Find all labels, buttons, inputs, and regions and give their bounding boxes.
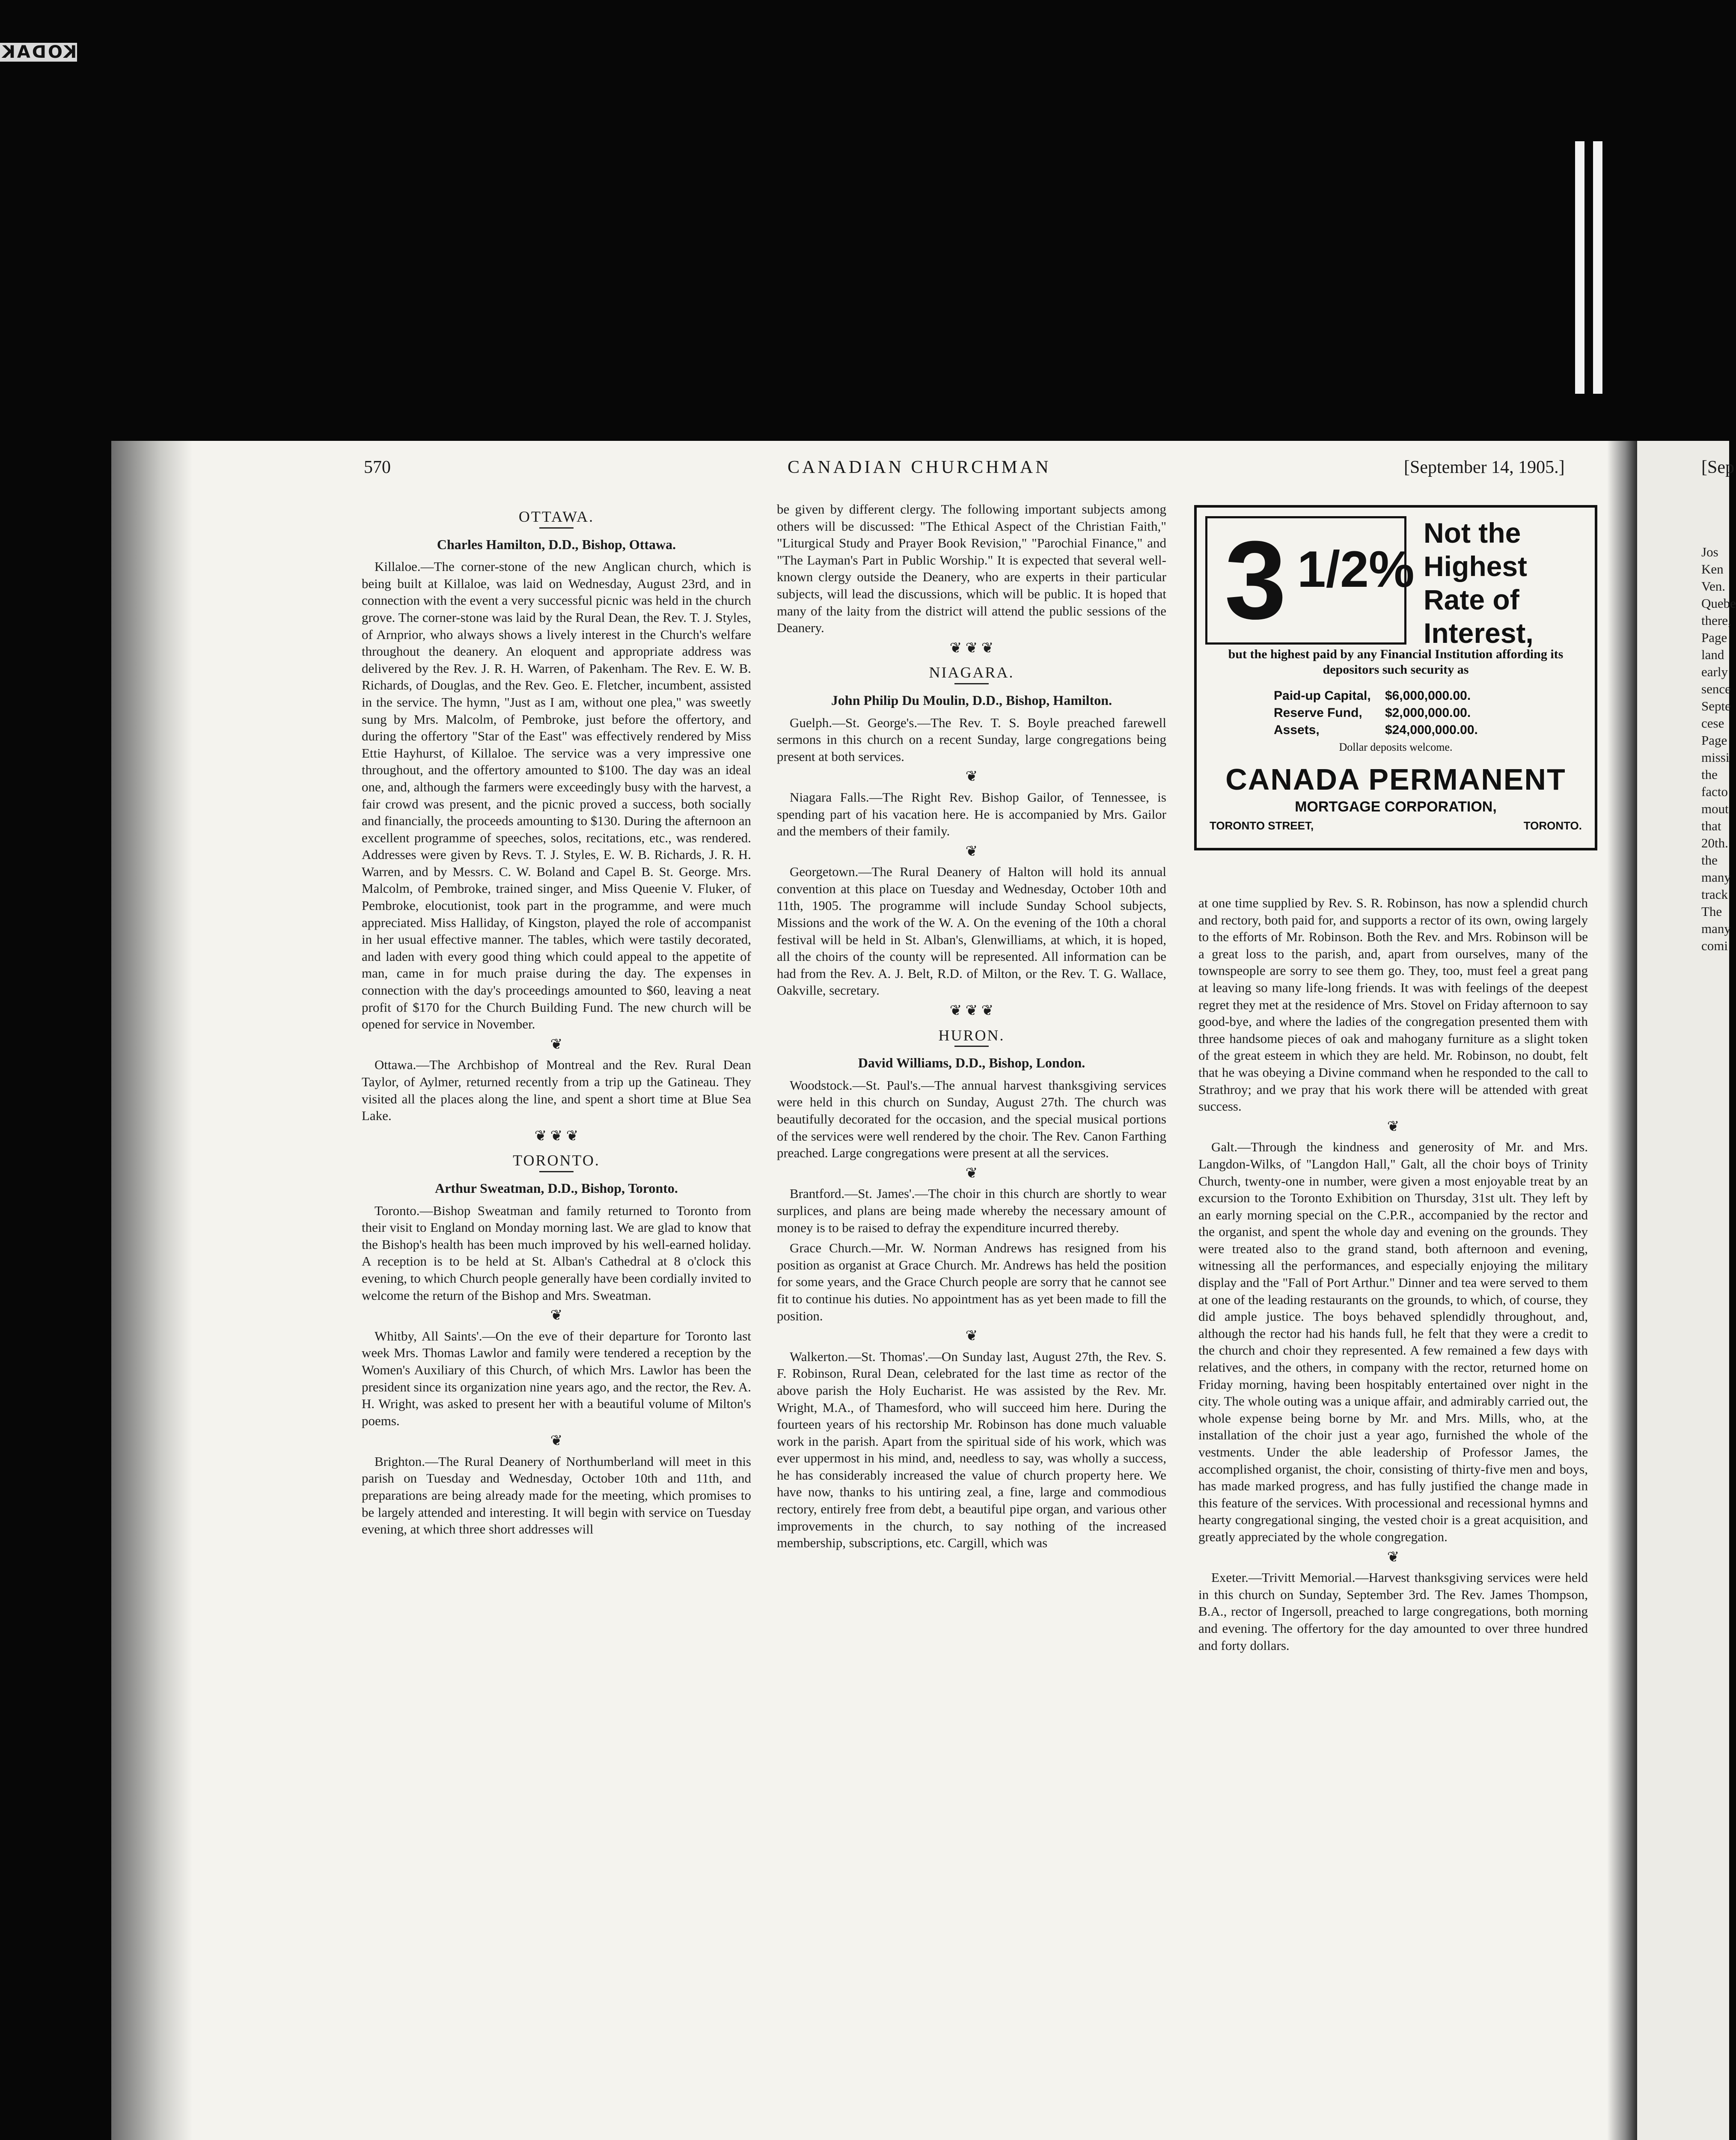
article-paragraph: at one time supplied by Rev. S. R. Robinson, has now a splendid church and rectory, both paid for, and supports a rector of its own, owing largely to the efforts of Mr. Robinson. Both the Rev. and Mrs. Robinson will be a great loss to the parish, and, apart from ourselves, many of the townspeople are sorry to see them go. They, too, must feel a great pang at leaving so many life-long friends. It was with feelings of the deepest regret they met at the residence of Mrs. Stovel on Friday afternoon to say good-bye, and where the ladies of the congregation presented them with three handsome pieces of oak and mahogany furniture as a slight token of the great esteem in which they are held. Mr. Robinson, no doubt, felt that he was obeying a Divine command when he responded to the call to Strathroy; and we pray that his work there will be attended with great success. [1198,895,1588,1114]
article-paragraph: Grace Church.—Mr. W. Norman Andrews has resigned from his position as organist at Grace Church. Mr. Andrews has held the position for some years, and the Grace Church people are sorry that he cannot see fit to continue his duties. No appointment has as yet been made to fill the position. [777,1240,1166,1323]
next-page-line: the [1701,767,1718,782]
article-paragraph: Galt.—Through the kindness and generosity of Mr. and Mrs. Langdon-Wilks, of "Langdon Hall," Galt, all the choir boys of Trinity Church, twenty-one in number, were given a most enjoyable treat by an excursion to the Toronto Exhibition on Thursday, 31st ult. They left by an early morning special on the C.P.R., accompanied by the rector and the organist, and spent the whole day and evening on the grounds. They were treated also to the grand stand, both afternoon and evening, witnessing all the performances, and especially enjoying the military display and the "Fall of Port Arthur." Dinner and tea were served to them at one of the leading restaurants on the grounds, to which, of course, they did ample justice. The boys behaved splendidly throughout, and, although the rector had his hands full, he felt that they were a credit to the church and choir they represented. A few remained a few days with relatives, and the others, in company with the rector, returned home on Friday morning, having been hospitably entertained over night in the city. The whole outing was a unique affair, and admirably carried out, the whole expense being borne by Mr. and Mrs. Mills, who, at the installation of the choir just a year ago, furnished the whole of the vestments. Under the able leadership of Professor James, the accomplished organist, the choir, consisting of thirty-five men and boys, has made marked progress, and has fully justified the change made in this feature of the services. With processional and recessional hymns and hearty congregational singing, the vested choir is a great acquisition, and greatly appreciated by the whole congregation. [1198,1139,1588,1544]
bishop-line: David Williams, D.D., Bishop, London. [858,1055,1085,1071]
column-2 [777,501,1166,1555]
heading-rule [954,1046,989,1047]
next-page-line: sence [1701,681,1731,696]
article-paragraph: Whitby, All Saints'.—On the eve of their departure for Toronto last week Mrs. Thomas Lawlor and family were tendered a reception by the Women's Auxiliary of this Church, of which Mrs. Lawlor has been the president since its organization nine years ago, and the rector, the Rev. A. H. Wright, was asked to present her with a beautiful volume of Milton's poems. [362,1328,751,1428]
ornament-icon: ❦ [1387,1118,1400,1135]
article-paragraph: Ottawa.—The Archbishop of Montreal and the Rev. Rural Dean Taylor, of Aylmer, returned recently from a trip up the Gatineau. They visited all the places along the line, and spent a short time at Blue Sea Lake. [362,1057,751,1124]
article-paragraph: Exeter.—Trivitt Memorial.—Harvest thanksgiving services were held in this church on Sunday, September 3rd. The Rev. James Thompson, B.A., rector of Ingersoll, preached to large congregations, both morning and evening. The offertory for the day amounted to over three hundred and forty dollars. [1198,1570,1588,1653]
next-page-line: comi [1701,938,1728,953]
next-page-lines [1701,544,1736,954]
paid-up-label: Paid-up Capital, [1274,689,1371,703]
article-paragraph: Brighton.—The Rural Deanery of Northumberland will meet in this parish on Tuesday and Wednesday, October 10th and 11th, and preparations are being already made for the meeting, which promises to be largely attended and interesting. It will begin with service on Tuesday evening, at which three short addresses will [362,1453,751,1537]
next-page-line: track [1701,887,1728,902]
next-page-line: Page [1701,630,1727,645]
assets-label: Assets, [1274,723,1320,737]
city-name: TORONTO. [1523,819,1582,832]
next-page-line: The [1701,904,1722,919]
ornament-icon: ❦ ❦ ❦ [949,640,994,656]
ornament-icon: ❦ [965,1328,978,1344]
article-paragraph: be given by different clergy. The following important subjects among others will be discussed: "The Ethical Aspect of the Christian Faith," "Liturgical Study and Prayer Book Revision," "Parochial Finance," and "The Layman's Part in Public Worship." It is expected that several well-known clergy outside the Deanery, who are experts in their particular subjects, will lead the discussions, which will be public. It is hoped that many of the laity from the district will attend the public sessions of the Deanery. [777,502,1166,636]
article-paragraph: Brantford.—St. James'.—The choir in this church are shortly to wear surplices, and plans are being made whereby the necessary amount of money is to be raised to defray the expenditure incurred thereby. [777,1186,1166,1235]
ad-subline: but the highest paid by any Financial Institution affording its depositors such security as [1228,647,1564,677]
diocese-heading: NIAGARA. [929,664,1014,681]
film-marker-bar [1593,141,1602,394]
next-page-line: there, [1701,613,1731,628]
next-page-line: Septe [1701,698,1731,713]
interest-rate-fraction: 1/2% [1297,541,1415,598]
publication-title: CANADIAN CHURCHMAN [788,458,1051,477]
next-page-line: Page [1701,733,1727,748]
article-paragraph: Woodstock.—St. Paul's.—The annual harvest thanksgiving services were held in this church on Sunday, August 27th. The church was beautifully decorated for the occasion, and the special musical portions of the services were well rendered by the choir. The Rev. Canon Farthing preached. Large congregations were present at all the services. [777,1077,1166,1161]
next-page-line: many [1701,870,1731,885]
company-name: CANADA PERMANENT [1225,763,1566,796]
page-number: 570 [364,458,391,477]
next-page-header: [Sep [1701,458,1734,477]
film-edge-label: KODAK [0,42,77,62]
interest-rate-box [1205,516,1415,645]
paid-up-value: $6,000,000.00. [1385,689,1471,703]
ornament-icon: ❦ [965,843,978,859]
ornament-icon: ❦ [965,1165,978,1181]
next-page-line: missi [1701,750,1730,765]
ornament-icon: ❦ ❦ ❦ [949,1003,994,1019]
next-page-line: 20th. [1701,835,1728,850]
article-paragraph: Toronto.—Bishop Sweatman and family returned to Toronto from their visit to England on Monday morning last. We are glad to know that the Bishop's health has been much improved by his well-earned holiday. A reception is to be held at St. Alban's Cathedral at 8 o'clock this evening, to which Church people generally have been cordially invited to welcome the return of the Bishop and Mrs. Sweatman. [362,1203,751,1303]
company-subtitle: MORTGAGE CORPORATION, [1295,799,1497,815]
article-paragraph: Walkerton.—St. Thomas'.—On Sunday last, August 27th, the Rev. S. F. Robinson, Rural Dean, celebrated for the last time as rector of the above parish the Holy Eucharist. He was assisted by the Rev. Mr. Wright, M.A., of Thamesford, who will succeed him here. During the fourteen years of his rectorship Mr. Robinson has done much valuable work in the parish. Apart from the spiritual side of his work, which was ever uppermost in his mind, and, needless to say, was wholly a success, he has considerably increased the value of church property here. We have now, thanks to his untiring zeal, a fine, large and commodious rectory, entirely free from debt, a beautiful pipe organ, and various other improvements in the church, to say nothing of the increased membership, subscriptions, etc. Cargill, which was [777,1349,1166,1551]
column-3 [1198,895,1588,1657]
next-page-line: cese [1701,716,1724,731]
heading-rule [539,1171,574,1172]
diocese-heading: TORONTO. [513,1152,600,1169]
issue-date: [September 14, 1905.] [1404,458,1565,477]
ornament-icon: ❦ [550,1308,563,1324]
street-name: TORONTO STREET, [1210,819,1314,832]
article-paragraph: Niagara Falls.—The Right Rev. Bishop Gailor, of Tennessee, is spending part of his vacation here. He is accompanied by Mrs. Gailor and the members of their family. [777,789,1166,839]
assets-value: $24,000,000.00. [1385,723,1478,737]
ad-figures [1274,687,1478,739]
page-curl-shadow [111,441,193,2140]
next-page-line: Ken [1701,562,1724,577]
reserve-label: Reserve Fund, [1274,706,1362,720]
ornament-icon: ❦ [550,1036,563,1052]
article-paragraph: Killaloe.—The corner-stone of the new Anglican church, which is being built at Killaloe, was laid on Wednesday, August 23rd, and in connection with the event a very successful picnic was held in the church grove. The corner-stone was laid by the Rural Dean, the Rev. T. J. Styles, of Arnprior, who always shows a lively interest in the Church's welfare throughout the deanery. An eloquent and appropriate address was delivered by the Rev. J. R. H. Warren, of Pakenham. The Rev. E. W. B. Richards, of Douglas, and the Rev. Geo. E. Fletcher, incumbent, assisted in the service. The hymn, "Just as I am, without one plea," was sweetly sung by Mrs. Malcolm, of Pembroke, just before the offertory, and during the offertory "Star of the East" was effectively rendered by Miss Ettie Hayhurst, of Killaloe. The service was a very impressive one throughout, and the offertory amounted to $100. The day was an ideal one, and, although the farmers were exceedingly busy with the harvest, a fair crowd was present, and the picnic proved a success, both socially and financially, the proceeds amounting to $130. During the afternoon an excellent programme of speeches, solos, recitations, etc., was rendered. Addresses were given by Revs. T. J. Styles, E. W. B. Richards, J. R. H. Warren, and by Messrs. C. W. Boland and Capel B. St. George. Mrs. Malcolm, of Pembroke, trained singer, and Miss Queenie V. Fluker, of Pembroke, elocutionist, took part in the programme, and were much appreciated. Miss Halliday, of Kingston, played the role of accompanist in her usual effective manner. The tables, which were tastily decorated, and laden with every good thing which could appeal to the appetite of man, came in for much praise during the day. The expenses in connection with the day's proceedings amounted to $60, leaving a neat profit of $170 for the Church Building Fund. The new church will be opened for service in November. [362,559,751,1032]
column-1 [362,501,751,1541]
bishop-line: John Philip Du Moulin, D.D., Bishop, Hamilton. [831,692,1112,708]
ad-headline: Not the Highest Rate of Interest, [1424,517,1534,649]
heading-rule [954,683,989,684]
ornament-icon: ❦ [965,769,978,785]
heading-rule [539,527,574,529]
next-page-line: mout [1701,801,1729,816]
next-page-line: land [1701,647,1724,662]
bishop-line: Arthur Sweatman, D.D., Bishop, Toronto. [435,1180,678,1196]
ornament-icon: ❦ [550,1433,563,1449]
next-page-line: that [1701,818,1721,833]
next-page-line: Ven. [1701,579,1725,594]
next-page-line: the [1701,853,1718,868]
next-page-line: Quebe [1701,596,1736,611]
diocese-heading: OTTAWA. [518,508,595,525]
page-gutter [1607,441,1637,2140]
next-page-line: many [1701,921,1731,936]
advertisement-box [1194,505,1597,850]
deposit-note: Dollar deposits welcome. [1339,741,1453,753]
article-paragraph: Georgetown.—The Rural Deanery of Halton will hold its annual convention at this place on Tuesday and Wednesday, October 10th and 11th, 1905. The programme will include Sunday School subjects, Missions and the work of the W. A. On the evening of the 10th a choral festival will be held in St. Alban's, Glenwilliams, at which, it is hoped, all the choirs of the county will be represented. All information can be had from the Rev. A. J. Belt, R.D. of Milton, or the Rev. T. G. Wallace, Oakville, secretary. [777,864,1166,998]
bishop-line: Charles Hamilton, D.D., Bishop, Ottawa. [437,536,676,552]
reserve-value: $2,000,000.00. [1385,706,1471,720]
article-paragraph: Guelph.—St. George's.—The Rev. T. S. Boyle preached farewell sermons in this church on a recent Sunday, large congregations being present at both services. [777,715,1166,764]
next-page-line: early [1701,664,1728,679]
next-page-line: facto [1701,784,1728,799]
ornament-icon: ❦ ❦ ❦ [534,1128,579,1144]
film-marker-bar [1575,141,1584,394]
next-page-fragment [1637,441,1736,2140]
ornament-icon: ❦ [1387,1549,1400,1565]
next-page-line: Jos [1701,544,1718,559]
interest-rate-number: 3 [1225,518,1287,642]
company-address [1210,819,1582,832]
diocese-heading: HURON. [938,1026,1005,1044]
